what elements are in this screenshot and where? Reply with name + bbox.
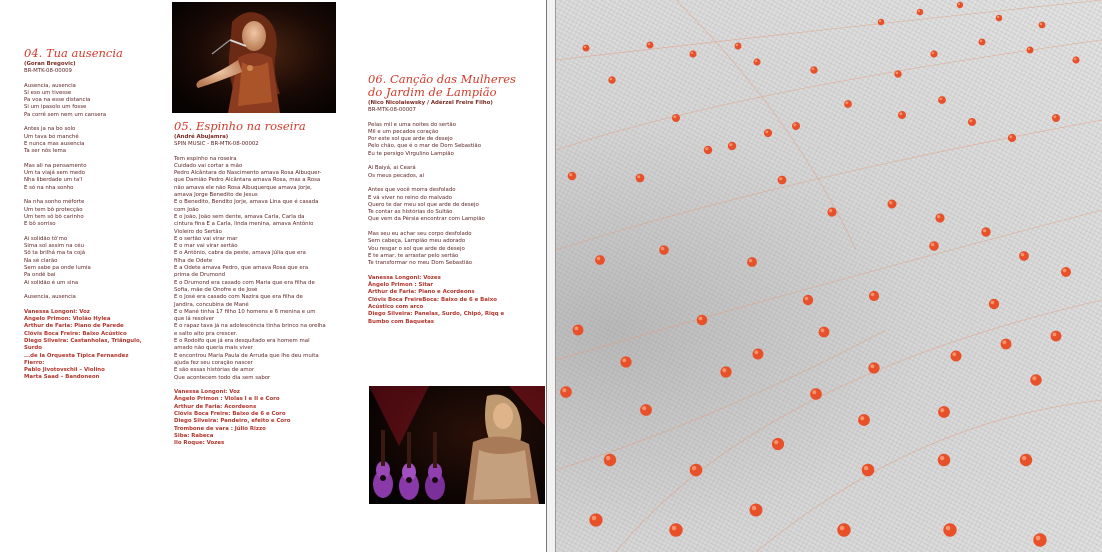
orange-bead	[560, 386, 572, 398]
lyric-line: Te contar as histórias do Sultão	[368, 209, 453, 216]
lyric-line: E te amar, te arrastar pelo sertão	[368, 252, 459, 259]
orange-bead	[827, 207, 836, 216]
bead-highlight	[940, 98, 943, 101]
orange-bead	[938, 96, 946, 104]
orange-bead	[951, 351, 962, 362]
credit-line: Clóvis Boca FreireBoca: Baixo de 6 e Baixo	[368, 296, 497, 303]
orange-bead	[1051, 331, 1062, 342]
lyric-line: que lá resolver	[174, 316, 215, 323]
orange-bead	[690, 464, 703, 477]
page-spine-divider	[546, 0, 556, 552]
bead-highlight	[765, 130, 768, 133]
credit-line: Vanessa Longoni: Voz	[24, 308, 90, 315]
lyric-line: com João	[174, 206, 199, 213]
orange-bead	[894, 70, 901, 77]
orange-bead	[772, 438, 784, 450]
lyric-line: E são essas histórias de amor	[174, 367, 255, 374]
bead-highlight	[896, 72, 899, 75]
bead-highlight	[642, 406, 646, 410]
orange-bead	[943, 523, 956, 536]
orange-bead	[929, 241, 939, 251]
orange-bead	[735, 43, 742, 50]
lyric-line: Nha liberdade um ta'l	[24, 177, 83, 184]
lyric-line: Sem sabe pa onde lumia	[24, 265, 91, 272]
orange-bead	[1008, 134, 1016, 142]
bead-highlight	[1074, 58, 1077, 61]
bead-highlight	[983, 229, 986, 232]
bead-highlight	[1021, 253, 1024, 256]
credit-line: Vanessa Longoni: Voz	[174, 389, 240, 396]
bead-highlight	[691, 52, 693, 54]
orange-bead	[672, 114, 680, 122]
bead-highlight	[637, 175, 640, 178]
track-04-credits	[24, 309, 164, 382]
orange-bead	[704, 146, 712, 154]
lyric-line: Tem espinho na roseira	[174, 155, 237, 162]
lyric-line: Mas seu eu achar seu corpo desfolado	[368, 231, 472, 238]
lyric-line: prima de Drumond	[174, 272, 226, 279]
track-06-credits	[368, 275, 543, 326]
track-06-title-line2: do Jardim de Lampião	[368, 85, 497, 99]
booklet-left-page	[0, 0, 546, 552]
bead-highlight	[946, 526, 951, 531]
bead-highlight	[997, 16, 999, 18]
lyric-line: Mas ali na pensamento	[24, 162, 87, 169]
guitars-photo-bottom	[369, 386, 545, 504]
orange-bead	[753, 58, 760, 65]
bead-highlight	[562, 388, 566, 392]
track-04-composer: (Goran Bregovic)	[24, 61, 76, 67]
lyric-line: cintura fina E a Carla, linda menina, amava Antônio	[174, 221, 314, 228]
credit-line: Ângelo Primon : Violas I e II e Coro	[174, 396, 280, 403]
lyric-line: Ai solidão é um sina	[24, 279, 79, 286]
track-06-code: BR-MTK-08-00007	[368, 107, 416, 114]
bead-highlight	[592, 516, 597, 521]
bead-highlight	[672, 526, 677, 531]
credit-line: Clóvis Boca Freire: Baixo de 6 e Coro	[174, 410, 286, 417]
orange-bead	[764, 129, 772, 137]
credit-line: Angelo Primon: Violão Hylea	[24, 316, 111, 323]
bead-highlight	[1053, 115, 1056, 118]
orange-bead	[957, 2, 963, 8]
bead-highlight	[871, 293, 875, 297]
credit-line: Diego Silveira: Pandeiro, efeito e Coro	[174, 418, 291, 425]
bead-highlight	[779, 177, 782, 180]
credit-line: Acústico com arco	[368, 304, 424, 311]
stanza-gap	[24, 119, 164, 126]
lyric-line: Ai Baiyá, ai Ceará	[368, 165, 416, 172]
orange-bead	[792, 122, 800, 130]
lyric-line: E o Mané tinha 17 filho 10 homens e 6 menina e um	[174, 308, 316, 315]
lyric-line: E o José era casado com Nazira que era filha de	[174, 294, 303, 301]
bead-highlight	[584, 46, 586, 48]
orange-bead	[595, 255, 605, 265]
orange-bead	[697, 315, 708, 326]
orange-bead	[844, 100, 852, 108]
bead-highlight	[793, 123, 796, 126]
lyric-line: ajuda fez seu coração nascer	[174, 359, 253, 366]
bead-highlight	[958, 3, 960, 5]
lyric-line: Um tem bô protecção	[24, 206, 83, 213]
lyric-line: E o João, João sem dente, amava Carla, Carla da	[174, 213, 305, 220]
performer-guitars-image	[369, 386, 545, 504]
credit-line: Arthur de Faria: Piano de Parede	[24, 323, 124, 330]
orange-bead	[803, 295, 813, 305]
lyric-line: Jandira, concubina de Mané	[174, 301, 249, 308]
orange-bead	[1052, 114, 1060, 122]
lyric-line: E o mar vai virar sertão	[174, 243, 238, 250]
lyric-line: Ausencia, ausencia	[24, 294, 76, 301]
lyric-line: amado não queria mais viver	[174, 345, 253, 352]
track-04-column	[24, 47, 164, 382]
lyric-line: Sima sol assim na céu	[24, 243, 85, 250]
lyric-line: Ausencia, ausencia	[24, 82, 76, 89]
orange-bead	[1019, 251, 1029, 261]
credit-line: Bumbo com Baquetas	[368, 318, 434, 325]
orange-bead	[981, 227, 990, 236]
orange-bead	[573, 325, 584, 336]
lyric-line: Pa voa na esse distancia	[24, 97, 91, 104]
lyric-line: Pa ondê bai	[24, 272, 56, 279]
bead-highlight	[1053, 333, 1057, 337]
credit-line: Fierro:	[24, 359, 45, 366]
lyric-line: Pa corrê sem nem um cansera	[24, 111, 107, 118]
orange-bead	[778, 176, 787, 185]
orange-bead	[888, 200, 897, 209]
orange-bead	[669, 523, 682, 536]
bead-highlight	[899, 112, 902, 115]
lyric-line: Sofia, mãe de Onofre e de José	[174, 286, 258, 293]
lyric-line: E bô sorriso	[24, 221, 56, 228]
lyric-line: E só na nha sonho	[24, 184, 74, 191]
lyric-line: Ai solidão tô'mo	[24, 235, 68, 242]
credit-line: Marta Saad – Bandoneon	[24, 374, 100, 381]
bead-highlight	[705, 147, 708, 150]
track-05-composer: (André Abujamra)	[174, 134, 229, 140]
bead-highlight	[932, 52, 934, 54]
orange-bead	[968, 118, 976, 126]
bead-highlight	[821, 329, 825, 333]
orange-bead	[747, 257, 757, 267]
orange-bead	[604, 454, 616, 466]
lyric-line: E o Drumond era casado com Maria que era filha de	[174, 279, 315, 286]
orange-bead	[810, 66, 817, 73]
orange-bead	[1061, 267, 1071, 277]
orange-bead	[878, 19, 885, 26]
lyric-line: E o sertão vai virar mar	[174, 235, 238, 242]
bead-highlight	[575, 327, 579, 331]
fabric-thread	[556, 0, 1102, 60]
lyric-line: Vou resgar o sol que arde de desejo	[368, 245, 465, 252]
fabric-thread	[616, 300, 1102, 552]
orange-bead	[979, 39, 986, 46]
lyric-line: E o Antônio, cabra da peste, amava Júlia que era	[174, 250, 306, 257]
orange-bead	[636, 174, 645, 183]
orange-bead	[1039, 22, 1046, 29]
lyric-line: Por este sol que arde de desejo	[368, 136, 453, 143]
lyric-line: Violeiro do Sertão	[174, 228, 222, 235]
bead-highlight	[940, 408, 944, 412]
orange-bead	[689, 50, 696, 57]
orange-bead	[640, 404, 652, 416]
lyric-line: amava Jorge Benedito de Jesus	[174, 192, 258, 199]
lyric-line: Quero te dar meu sol que arde de desejo	[368, 201, 479, 208]
orange-bead	[862, 464, 875, 477]
orange-bead	[930, 50, 937, 57]
bead-highlight	[722, 368, 726, 372]
bead-highlight	[699, 317, 703, 321]
bead-highlight	[752, 506, 757, 511]
bead-highlight	[940, 456, 944, 460]
orange-bead	[819, 327, 830, 338]
stanza-gap	[24, 156, 164, 163]
lyric-line: Mil e um pecados coração	[368, 128, 439, 135]
lyric-line: e salto alto pra crescer.	[174, 330, 238, 337]
orange-bead	[720, 366, 731, 377]
bead-highlight	[812, 390, 816, 394]
fabric-beads-illustration	[556, 0, 1102, 552]
fabric-thread	[756, 400, 1102, 552]
bead-highlight	[774, 440, 778, 444]
credit-line: Clóvis Boca Freire: Baixo Acústico	[24, 330, 127, 337]
lyric-line: Pelas mil e uma noites do sertão	[368, 121, 457, 128]
lyric-line: Eu te persigo Virgulino Lampião	[368, 150, 454, 157]
orange-bead	[753, 349, 764, 360]
orange-bead	[589, 513, 602, 526]
bead-highlight	[755, 60, 758, 63]
bead-highlight	[661, 247, 664, 250]
lyric-line: não amava ele não Rosa Albuquerque amava Jorje,	[174, 184, 312, 191]
lyric-line: Os meus pecados, ai	[368, 172, 425, 179]
lyric-line: Te transformar no meu Dom Sebastião	[368, 260, 473, 267]
bead-highlight	[931, 243, 934, 246]
bead-highlight	[736, 44, 738, 46]
bead-highlight	[812, 68, 815, 71]
orange-bead	[659, 245, 669, 255]
orange-bead	[568, 172, 577, 181]
stanza-gap	[24, 287, 164, 294]
bead-highlight	[1036, 536, 1041, 541]
orange-bead	[869, 291, 879, 301]
orange-bead	[728, 142, 736, 150]
orange-bead	[868, 362, 879, 373]
lyric-line: E encontrou Maria Paula de Arruda que lhe deu muita	[174, 352, 319, 359]
bead-highlight	[845, 101, 848, 104]
orange-bead	[620, 356, 631, 367]
fabric-thread	[556, 210, 1102, 360]
track-05-credits	[174, 389, 364, 447]
bead-highlight	[864, 466, 868, 470]
bead-highlight	[860, 416, 864, 420]
fabric-thread	[556, 330, 886, 470]
bead-highlight	[622, 358, 626, 362]
orange-bead	[608, 76, 615, 83]
lyric-line: E o Benedito, Bendito Jorje, amava Lina que é casada	[174, 199, 319, 206]
bead-highlight	[991, 301, 995, 305]
credit-line: Diego Silveira: Panelas, Surdo, Chipó, Riqq e	[368, 311, 505, 318]
orange-bead	[858, 414, 870, 426]
bead-highlight	[648, 43, 650, 45]
bead-highlight	[879, 20, 881, 22]
bead-highlight	[840, 526, 845, 531]
bead-highlight	[692, 466, 696, 470]
bead-highlight	[673, 115, 676, 118]
lyric-line: que Damião Pedro Alcântara amava Rosa, mas a Rosa	[174, 177, 321, 184]
orange-bead	[1001, 339, 1012, 350]
bead-highlight	[1028, 48, 1030, 50]
credit-line: Diego Silveira: Castanholas, Triângulo,	[24, 337, 142, 344]
singer-microphone-image	[172, 2, 336, 113]
fabric-thread	[556, 40, 1102, 150]
lyric-line: Pelo chão, que é o mar de Dom Sebastião	[368, 143, 482, 150]
orange-bead	[898, 111, 906, 119]
orange-bead	[938, 454, 950, 466]
booklet-right-page-textured-fabric	[556, 0, 1102, 552]
bead-highlight	[1022, 456, 1026, 460]
track-04-code: BR-MTK-08-00009	[24, 68, 72, 75]
orange-bead	[996, 15, 1003, 22]
credit-line: Trombone de vara : Júlio Rizzo	[174, 425, 266, 432]
lyric-line: Pedro Alcântara do Nascimento amava Rosa Albuquer-	[174, 170, 322, 177]
bead-highlight	[937, 215, 940, 218]
stanza-gap	[368, 224, 543, 231]
orange-bead	[917, 9, 924, 16]
orange-bead	[935, 213, 944, 222]
orange-bead	[989, 299, 999, 309]
track-06-composer: (Nico Nicolaiewsky / Adérzel Freire Filho)	[368, 100, 493, 106]
lyric-line: E nunca mas ausencia	[24, 140, 85, 147]
orange-bead	[1072, 56, 1079, 63]
lyric-line: E a Odete amava Pedro, que amava Rosa que era	[174, 265, 309, 272]
lyric-line: E o Rodolfo que já era desquitado era homem mal	[174, 338, 310, 345]
bead-highlight	[870, 364, 874, 368]
orange-bead	[1020, 454, 1032, 466]
lyric-line: Ta ser nôs lema	[24, 148, 67, 155]
track-05-title: 05. Espinho na roseira	[174, 119, 306, 133]
lyric-line: filha de Odete	[174, 257, 213, 264]
bead-highlight	[805, 297, 809, 301]
bead-highlight	[1040, 23, 1042, 25]
lyric-line: Na sé clarão	[24, 257, 58, 264]
lyric-line: Si eso um tivesse	[24, 89, 72, 96]
bead-highlight	[1063, 269, 1066, 272]
orange-bead	[1030, 374, 1041, 385]
credit-line: Siba: Rabeca	[174, 432, 214, 439]
track-04-title: 04. Tua ausencia	[24, 46, 123, 60]
bead-highlight	[980, 40, 982, 42]
credit-line: Arthur de Faria: Piano e Acordeons	[368, 289, 475, 296]
lyric-line: Que vem da Pérsia encontrar com Lampião	[368, 216, 485, 223]
track-04-lyrics	[24, 83, 164, 302]
bead-highlight	[754, 350, 758, 354]
bead-highlight	[969, 119, 972, 122]
lyric-line: Sem cabeça, Lampião meu adorado	[368, 238, 466, 245]
stanza-gap	[24, 229, 164, 236]
lyric-line: Que acontecem todo dia sem sabor	[174, 374, 271, 381]
lyric-line: Na nha sonho méforte	[24, 199, 85, 206]
lyric-line: Sô ta brilhá ma ta cojá	[24, 250, 86, 257]
bead-highlight	[569, 173, 572, 176]
bead-highlight	[1003, 341, 1007, 345]
orange-bead	[1033, 533, 1046, 546]
bead-highlight	[1009, 135, 1012, 138]
lyric-line: Um ta viajá sem medo	[24, 170, 85, 177]
lyric-line: Si um ipasolo um fosse	[24, 104, 87, 111]
credit-line: Vanessa Longoni: Vozes	[368, 274, 441, 281]
bead-highlight	[889, 201, 892, 204]
lyric-line: Antes que você morra desfolado	[368, 187, 456, 194]
track-06-column	[368, 73, 543, 326]
lyric-line: Um tem sô bô carinho	[24, 213, 84, 220]
lyric-line: Antes ja na bo solo	[24, 126, 76, 133]
track-06-lyrics	[368, 122, 543, 268]
orange-bead	[750, 504, 763, 517]
track-06-title-line1: 06. Canção das Mulheres	[368, 72, 516, 86]
bead-highlight	[1032, 376, 1036, 380]
credit-line: Pablo Jivotovschii – Violino	[24, 367, 105, 374]
track-05-code: SPIN MUSIC - BR-MTK-08-00002	[174, 141, 259, 148]
credit-line: Arthur de Faria: Acordeons	[174, 403, 257, 410]
bead-highlight	[597, 257, 600, 260]
orange-bead	[583, 45, 590, 52]
orange-bead	[1027, 47, 1034, 54]
singer-photo-top	[172, 2, 336, 113]
orange-bead	[810, 388, 822, 400]
credit-line: Ângelo Primon : Sitar	[368, 282, 434, 289]
lyric-line: Cuidado vai cortar a mão	[174, 162, 243, 169]
bead-highlight	[918, 10, 920, 12]
lyric-line: Um tava bo manchê	[24, 133, 79, 140]
lyric-line: E vá viver no reino do malvado	[368, 194, 452, 201]
bead-highlight	[749, 259, 752, 262]
bead-highlight	[952, 352, 956, 356]
orange-bead	[647, 42, 654, 49]
orange-bead	[938, 406, 950, 418]
credit-line: Ilo Roque: Vozes	[174, 440, 225, 447]
track-05-column	[174, 120, 364, 447]
bead-highlight	[606, 456, 610, 460]
track-05-lyrics	[174, 156, 364, 382]
credit-line: ...de la Orquesta Típica Fernandez	[24, 352, 129, 359]
bead-highlight	[610, 78, 613, 81]
bead-highlight	[729, 143, 732, 146]
lyric-line: E o rapaz tava já na adolescência tinha brinco na orelha	[174, 323, 326, 330]
bead-highlight	[829, 209, 832, 212]
fabric-thread	[556, 120, 1102, 250]
credit-line: Surdo	[24, 345, 42, 352]
orange-bead	[837, 523, 850, 536]
